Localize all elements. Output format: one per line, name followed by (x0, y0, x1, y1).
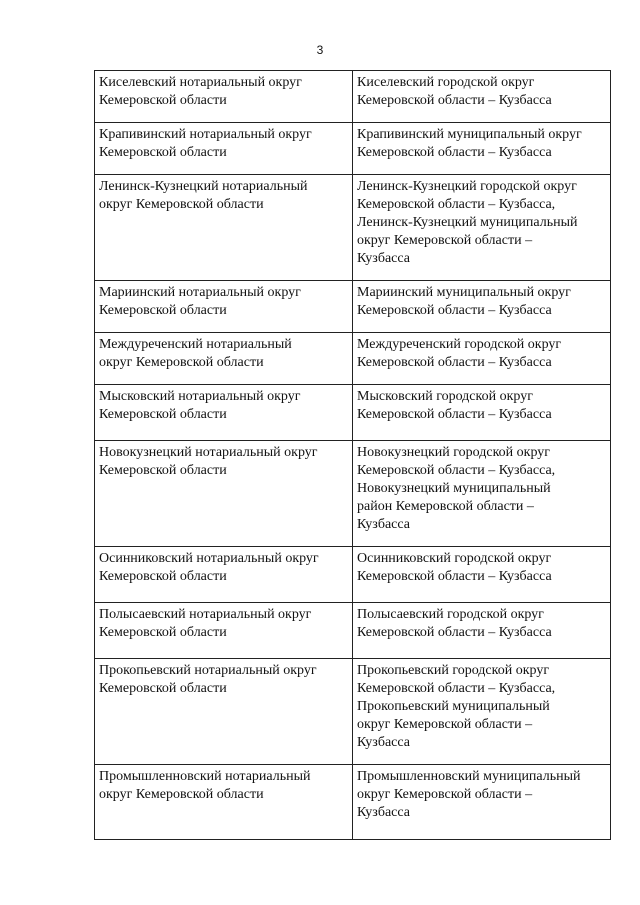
table-row (95, 765, 611, 840)
notary-district-cell: Междуреченский нотариальный округ Кемеровской области (95, 333, 353, 385)
municipality-cell: Новокузнецкий городской округ Кемеровской области – Кузбасса, Новокузнецкий муниципальный район Кемеровской области – Кузбасса (353, 441, 611, 547)
table-row (95, 441, 611, 547)
municipality-cell: Мариинский муниципальный округ Кемеровской области – Кузбасса (353, 281, 611, 333)
notary-district-cell: Новокузнецкий нотариальный округ Кемеровской области (95, 441, 353, 547)
table-row (95, 547, 611, 603)
page-number: 3 (316, 43, 324, 57)
municipality-cell: Киселевский городской округ Кемеровской области – Кузбасса (353, 71, 611, 123)
table-row (95, 385, 611, 441)
municipality-cell: Междуреченский городской округ Кемеровской области – Кузбасса (353, 333, 611, 385)
notary-district-cell: Промышленновский нотариальный округ Кемеровской области (95, 765, 353, 840)
municipality-cell: Мысковский городской округ Кемеровской области – Кузбасса (353, 385, 611, 441)
municipality-cell: Полысаевский городской округ Кемеровской области – Кузбасса (353, 603, 611, 659)
municipality-cell: Осинниковский городской округ Кемеровской области – Кузбасса (353, 547, 611, 603)
municipality-cell: Промышленновский муниципальный округ Кемеровской области – Кузбасса (353, 765, 611, 840)
table-row (95, 333, 611, 385)
notary-districts-table (94, 70, 611, 840)
table-row (95, 659, 611, 765)
table-row (95, 175, 611, 281)
notary-district-cell: Мариинский нотариальный округ Кемеровской области (95, 281, 353, 333)
table-row (95, 123, 611, 175)
notary-district-cell: Киселевский нотариальный округ Кемеровской области (95, 71, 353, 123)
table-row (95, 281, 611, 333)
notary-district-cell: Осинниковский нотариальный округ Кемеровской области (95, 547, 353, 603)
municipality-cell: Ленинск-Кузнецкий городской округ Кемеровской области – Кузбасса, Ленинск-Кузнецкий муниципальный округ Кемеровской области – Кузбасса (353, 175, 611, 281)
notary-district-cell: Полысаевский нотариальный округ Кемеровской области (95, 603, 353, 659)
notary-district-cell: Прокопьевский нотариальный округ Кемеровской области (95, 659, 353, 765)
notary-district-cell: Ленинск-Кузнецкий нотариальный округ Кемеровской области (95, 175, 353, 281)
notary-district-cell: Крапивинский нотариальный округ Кемеровской области (95, 123, 353, 175)
municipality-cell: Крапивинский муниципальный округ Кемеровской области – Кузбасса (353, 123, 611, 175)
table-row (95, 71, 611, 123)
notary-district-cell: Мысковский нотариальный округ Кемеровской области (95, 385, 353, 441)
table-row (95, 603, 611, 659)
municipality-cell: Прокопьевский городской округ Кемеровской области – Кузбасса, Прокопьевский муниципальный округ Кемеровской области – Кузбасса (353, 659, 611, 765)
